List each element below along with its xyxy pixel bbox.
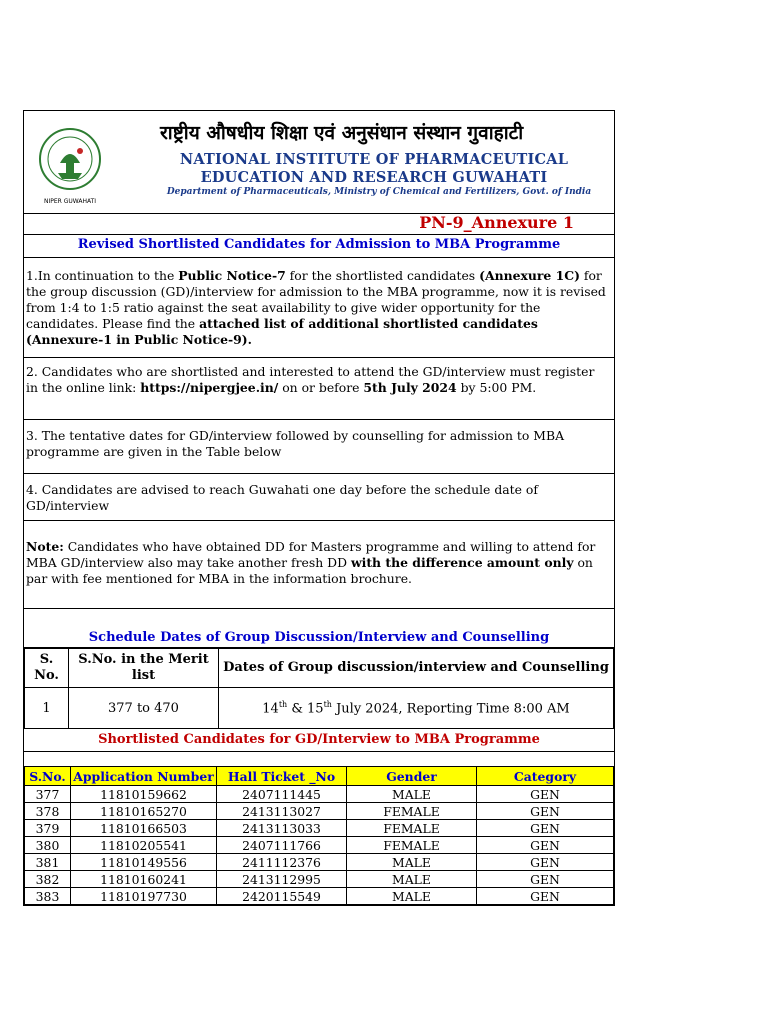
shortlist-body xyxy=(25,786,614,905)
shortlist-header-row xyxy=(25,767,614,786)
hall-ticket-cell: 2413113027 xyxy=(217,803,347,820)
spacer xyxy=(24,609,614,629)
notice-subtitle: Revised Shortlisted Candidates for Admission to MBA Programme xyxy=(24,235,614,258)
gender-cell: FEMALE xyxy=(347,803,477,820)
p1-text-e: for the group discussion (GD)/interview for admission to the MBA programme, now it is revised from 1:4 to 1:5 ratio against the seat availability to give wider opportunity for the candidates. Please find the xyxy=(26,268,606,331)
sno-cell: 377 xyxy=(25,786,71,803)
table-row xyxy=(25,888,614,905)
table-row xyxy=(25,854,614,871)
date-day1: 14 xyxy=(262,701,279,717)
shortlist-header-cell: Gender xyxy=(347,767,477,786)
date-sup2: th xyxy=(323,699,332,709)
gender-cell: FEMALE xyxy=(347,820,477,837)
sno-cell: 381 xyxy=(25,854,71,871)
hall-ticket-cell: 2413113033 xyxy=(217,820,347,837)
date-sup1: th xyxy=(278,699,288,709)
note-text-a: Candidates who have obtained DD for Masters programme and willing to attend for MBA GD/interview also may take another fresh DD xyxy=(26,539,596,570)
gender-cell: MALE xyxy=(347,854,477,871)
spacer xyxy=(24,752,614,766)
application-number-cell: 11810166503 xyxy=(71,820,217,837)
schedule-dates xyxy=(219,688,614,729)
sno-cell: 382 xyxy=(25,871,71,888)
p1-annexure: (Annexure 1C) xyxy=(479,268,580,283)
table-row xyxy=(25,820,614,837)
shortlist-table xyxy=(24,766,614,905)
p1-public-notice: Public Notice-7 xyxy=(178,268,286,283)
application-number-cell: 11810160241 xyxy=(71,871,217,888)
shortlist-header-cell: Category xyxy=(477,767,614,786)
application-number-cell: 11810159662 xyxy=(71,786,217,803)
schedule-table xyxy=(24,648,614,729)
date-rest: July 2024, Reporting Time 8:00 AM xyxy=(331,701,570,717)
p2-text-e: by 5:00 PM. xyxy=(456,380,537,395)
logo-caption: NIPER GUWAHATI xyxy=(43,198,97,205)
category-cell: GEN xyxy=(477,888,614,905)
table-row xyxy=(25,803,614,820)
note-difference-amount: with the difference amount only xyxy=(350,555,574,570)
table-row xyxy=(25,871,614,888)
schedule-sno: 1 xyxy=(25,688,69,729)
hall-ticket-cell: 2407111445 xyxy=(217,786,347,803)
gender-cell: MALE xyxy=(347,871,477,888)
paragraph-1 xyxy=(24,258,614,358)
note-paragraph xyxy=(24,521,614,609)
niper-logo-icon xyxy=(32,123,112,213)
schedule-merit-range: 377 to 470 xyxy=(69,688,219,729)
sno-cell: 383 xyxy=(25,888,71,905)
note-text-c: on par with fee mentioned for MBA in the information brochure. xyxy=(26,555,593,586)
notice-sheet xyxy=(23,110,615,906)
hall-ticket-cell: 2411112376 xyxy=(217,854,347,871)
paragraph-4: 4. Candidates are advised to reach Guwahati one day before the schedule date of GD/interview xyxy=(24,474,614,521)
shortlist-header-cell: Hall Ticket _No xyxy=(217,767,347,786)
date-day2: & 15 xyxy=(287,701,324,717)
schedule-title: Schedule Dates of Group Discussion/Interview and Counselling xyxy=(24,629,614,648)
hall-ticket-cell: 2420115549 xyxy=(217,888,347,905)
sno-cell: 380 xyxy=(25,837,71,854)
schedule-header-cell: Dates of Group discussion/interview and Counselling xyxy=(219,649,614,688)
application-number-cell: 11810149556 xyxy=(71,854,217,871)
hall-ticket-cell: 2407111766 xyxy=(217,837,347,854)
sno-cell: 378 xyxy=(25,803,71,820)
institute-name xyxy=(134,151,614,187)
letterhead xyxy=(24,111,614,214)
deadline-date: 5th July 2024 xyxy=(363,380,457,395)
category-cell: GEN xyxy=(477,871,614,888)
registration-link[interactable]: https://nipergjee.in/ xyxy=(140,380,279,395)
application-number-cell: 11810197730 xyxy=(71,888,217,905)
p1-text-a: 1.In continuation to the xyxy=(26,268,179,283)
institute-line1: NATIONAL INSTITUTE OF PHARMACEUTICAL xyxy=(179,151,569,168)
paragraph-2 xyxy=(24,358,614,420)
p2-text-c: on or before xyxy=(278,380,364,395)
p1-attached-list: attached list of additional shortlisted candidates (Annexure-1 in Public Notice-9). xyxy=(26,316,538,347)
category-cell: GEN xyxy=(477,854,614,871)
category-cell: GEN xyxy=(477,803,614,820)
table-row xyxy=(25,786,614,803)
shortlist-header-cell: Application Number xyxy=(71,767,217,786)
note-label: Note: xyxy=(26,539,64,554)
notice-id: PN-9_Annexure 1 xyxy=(419,213,574,232)
sno-cell: 379 xyxy=(25,820,71,837)
gender-cell: MALE xyxy=(347,786,477,803)
hall-ticket-cell: 2413112995 xyxy=(217,871,347,888)
notice-id-row xyxy=(24,214,614,235)
p1-text-c: for the shortlisted candidates xyxy=(285,268,480,283)
shortlist-header-cell: S.No. xyxy=(25,767,71,786)
department-line: Department of Pharmaceuticals, Ministry of Chemical and Fertilizers, Govt. of India xyxy=(166,187,592,197)
category-cell: GEN xyxy=(477,837,614,854)
gender-cell: FEMALE xyxy=(347,837,477,854)
paragraph-3: 3. The tentative dates for GD/interview followed by counselling for admission to MBA programme are given in the Table below xyxy=(24,420,614,474)
gender-cell: MALE xyxy=(347,888,477,905)
application-number-cell: 11810205541 xyxy=(71,837,217,854)
schedule-row xyxy=(25,688,614,729)
p2-text-a: 2. Candidates who are shortlisted and interested to attend the GD/interview must register in the online link: xyxy=(26,364,595,395)
shortlist-title: Shortlisted Candidates for GD/Interview to MBA Programme xyxy=(24,729,614,752)
hindi-title: राष्ट्रीय औषधीय शिक्षा एवं अनुसंधान संस्थान गुवाहाटी xyxy=(160,122,524,144)
schedule-header-cell: S.No. in the Merit list xyxy=(69,649,219,688)
table-row xyxy=(25,837,614,854)
application-number-cell: 11810165270 xyxy=(71,803,217,820)
category-cell: GEN xyxy=(477,786,614,803)
category-cell: GEN xyxy=(477,820,614,837)
institute-line2: EDUCATION AND RESEARCH GUWAHATI xyxy=(200,169,548,186)
schedule-header-cell: S. No. xyxy=(25,649,69,688)
schedule-header-row xyxy=(25,649,614,688)
